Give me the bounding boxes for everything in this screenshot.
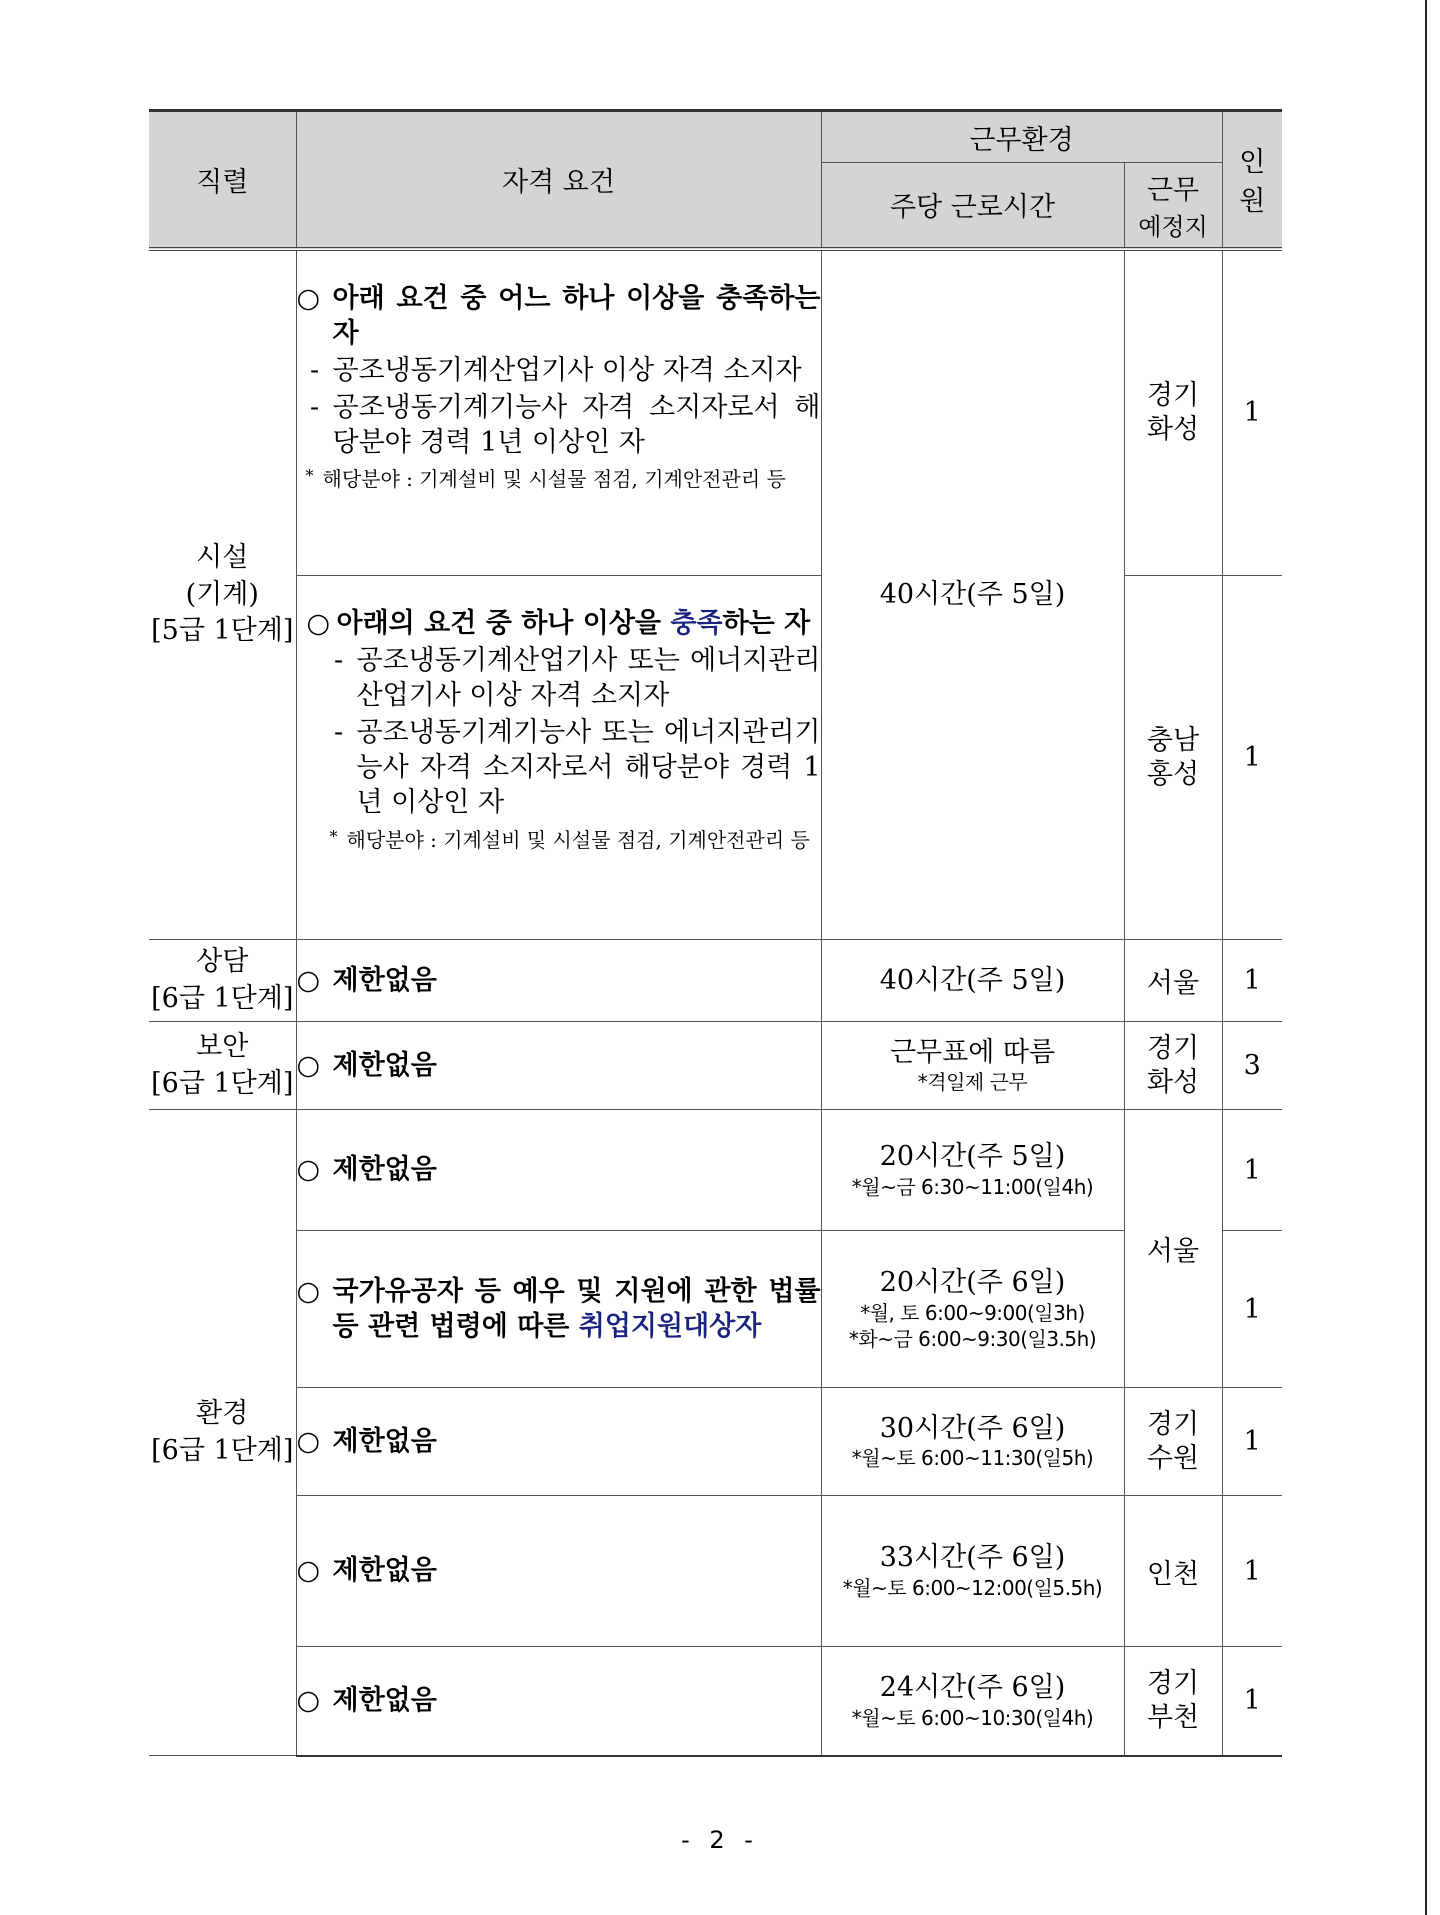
bullet-icon: ○ [296, 1425, 321, 1457]
location-cell: 서울 [1124, 940, 1222, 1022]
role-facility: 시설 (기계) [5급 1단계] [149, 249, 296, 940]
bullet-icon: ○ [296, 282, 321, 314]
requirement-cell: ○ 제한없음 [296, 1647, 821, 1756]
hours-cell: 근무표에 따름 *격일제 근무 [821, 1022, 1124, 1110]
hours-cell: 33시간(주 6일) *월~토 6:00~12:00(일5.5h) [821, 1496, 1124, 1647]
hours-cell: 20시간(주 6일) *월, 토 6:00~9:00(일3h) *화~금 6:00~9:30(일3.5h) [821, 1231, 1124, 1388]
table-row [149, 249, 1282, 576]
requirement-cell: ○ 아래의 요건 중 하나 이상을 충족하는 자 - 공조냉동기계산업기사 또는 에너지관리산업기사 이상 자격 소지자 - 공조냉동기계기능사 또는 에너지관리기능사 자격 소지자로서 해당분야 경력 1년 이상인 자 * 해당분야 : 기계설비 및 시설물 점검, 기계안전관리 등 [296, 576, 821, 940]
table-row [149, 1022, 1282, 1110]
page-number: - 2 - [681, 1826, 759, 1854]
bullet-icon: ○ [296, 964, 321, 996]
headcount-cell: 1 [1222, 1231, 1282, 1388]
role-security: 보안 [6급 1단계] [149, 1022, 296, 1110]
role-environment: 환경 [6급 1단계] [149, 1110, 296, 1756]
header-location: 근무 예정지 [1124, 163, 1222, 249]
bullet-icon: ○ [296, 1685, 321, 1717]
bullet-icon: ○ [296, 1555, 321, 1587]
headcount-cell: 1 [1222, 249, 1282, 576]
headcount-cell: 1 [1222, 1496, 1282, 1647]
headcount-cell: 1 [1222, 940, 1282, 1022]
hours-cell: 40시간(주 5일) [821, 940, 1124, 1022]
bullet-icon: ○ [306, 608, 331, 639]
bullet-icon: ○ [296, 1275, 321, 1307]
headcount-cell: 1 [1222, 576, 1282, 940]
requirement-cell: ○ 제한없음 [296, 1110, 821, 1231]
location-cell: 서울 [1124, 1110, 1222, 1388]
location-cell: 인천 [1124, 1496, 1222, 1647]
location-cell: 경기 화성 [1124, 1022, 1222, 1110]
requirement-cell: ○ 제한없음 [296, 1388, 821, 1496]
requirement-cell: ○ 제한없음 [296, 1496, 821, 1647]
requirement-cell: ○ 국가유공자 등 예우 및 지원에 관한 법률 등 관련 법령에 따른 취업지원대상자 [296, 1231, 821, 1388]
requirement-cell: ○ 아래 요건 중 어느 하나 이상을 충족하는 자 - 공조냉동기계산업기사 이상 자격 소지자 - 공조냉동기계기능사 자격 소지자로서 해당분야 경력 1년 이상인 자 * 해당분야 : 기계설비 및 시설물 점검, 기계안전관리 등 [296, 249, 821, 576]
table-row [149, 1647, 1282, 1756]
table-row [149, 1388, 1282, 1496]
hours-cell: 30시간(주 6일) *월~토 6:00~11:30(일5h) [821, 1388, 1124, 1496]
hours-cell: 24시간(주 6일) *월~토 6:00~10:30(일4h) [821, 1647, 1124, 1756]
header-environment: 근무환경 [821, 111, 1222, 163]
role-counsel: 상담 [6급 1단계] [149, 940, 296, 1022]
header-headcount: 인 원 [1222, 111, 1282, 249]
location-cell: 경기 화성 [1124, 249, 1222, 576]
location-cell: 경기 수원 [1124, 1388, 1222, 1496]
header-requirements: 자격 요건 [296, 111, 821, 249]
hours-cell: 40시간(주 5일) [821, 249, 1124, 940]
bullet-icon: ○ [296, 1154, 321, 1186]
location-cell: 경기 부천 [1124, 1647, 1222, 1756]
hours-cell: 20시간(주 5일) *월~금 6:30~11:00(일4h) [821, 1110, 1124, 1231]
header-weekly-hours: 주당 근로시간 [821, 163, 1124, 249]
headcount-cell: 1 [1222, 1388, 1282, 1496]
table-row [149, 1231, 1282, 1388]
requirement-cell: ○ 제한없음 [296, 940, 821, 1022]
table-row [149, 1496, 1282, 1647]
header-role: 직렬 [149, 111, 296, 249]
bullet-icon: ○ [296, 1049, 321, 1081]
table-row [149, 940, 1282, 1022]
recruitment-table [149, 109, 1282, 1757]
headcount-cell: 3 [1222, 1022, 1282, 1110]
headcount-cell: 1 [1222, 1110, 1282, 1231]
requirement-cell: ○ 제한없음 [296, 1022, 821, 1110]
page-edge-rule [1425, 0, 1427, 1915]
headcount-cell: 1 [1222, 1647, 1282, 1756]
table-row [149, 1110, 1282, 1231]
location-cell: 충남 홍성 [1124, 576, 1222, 940]
